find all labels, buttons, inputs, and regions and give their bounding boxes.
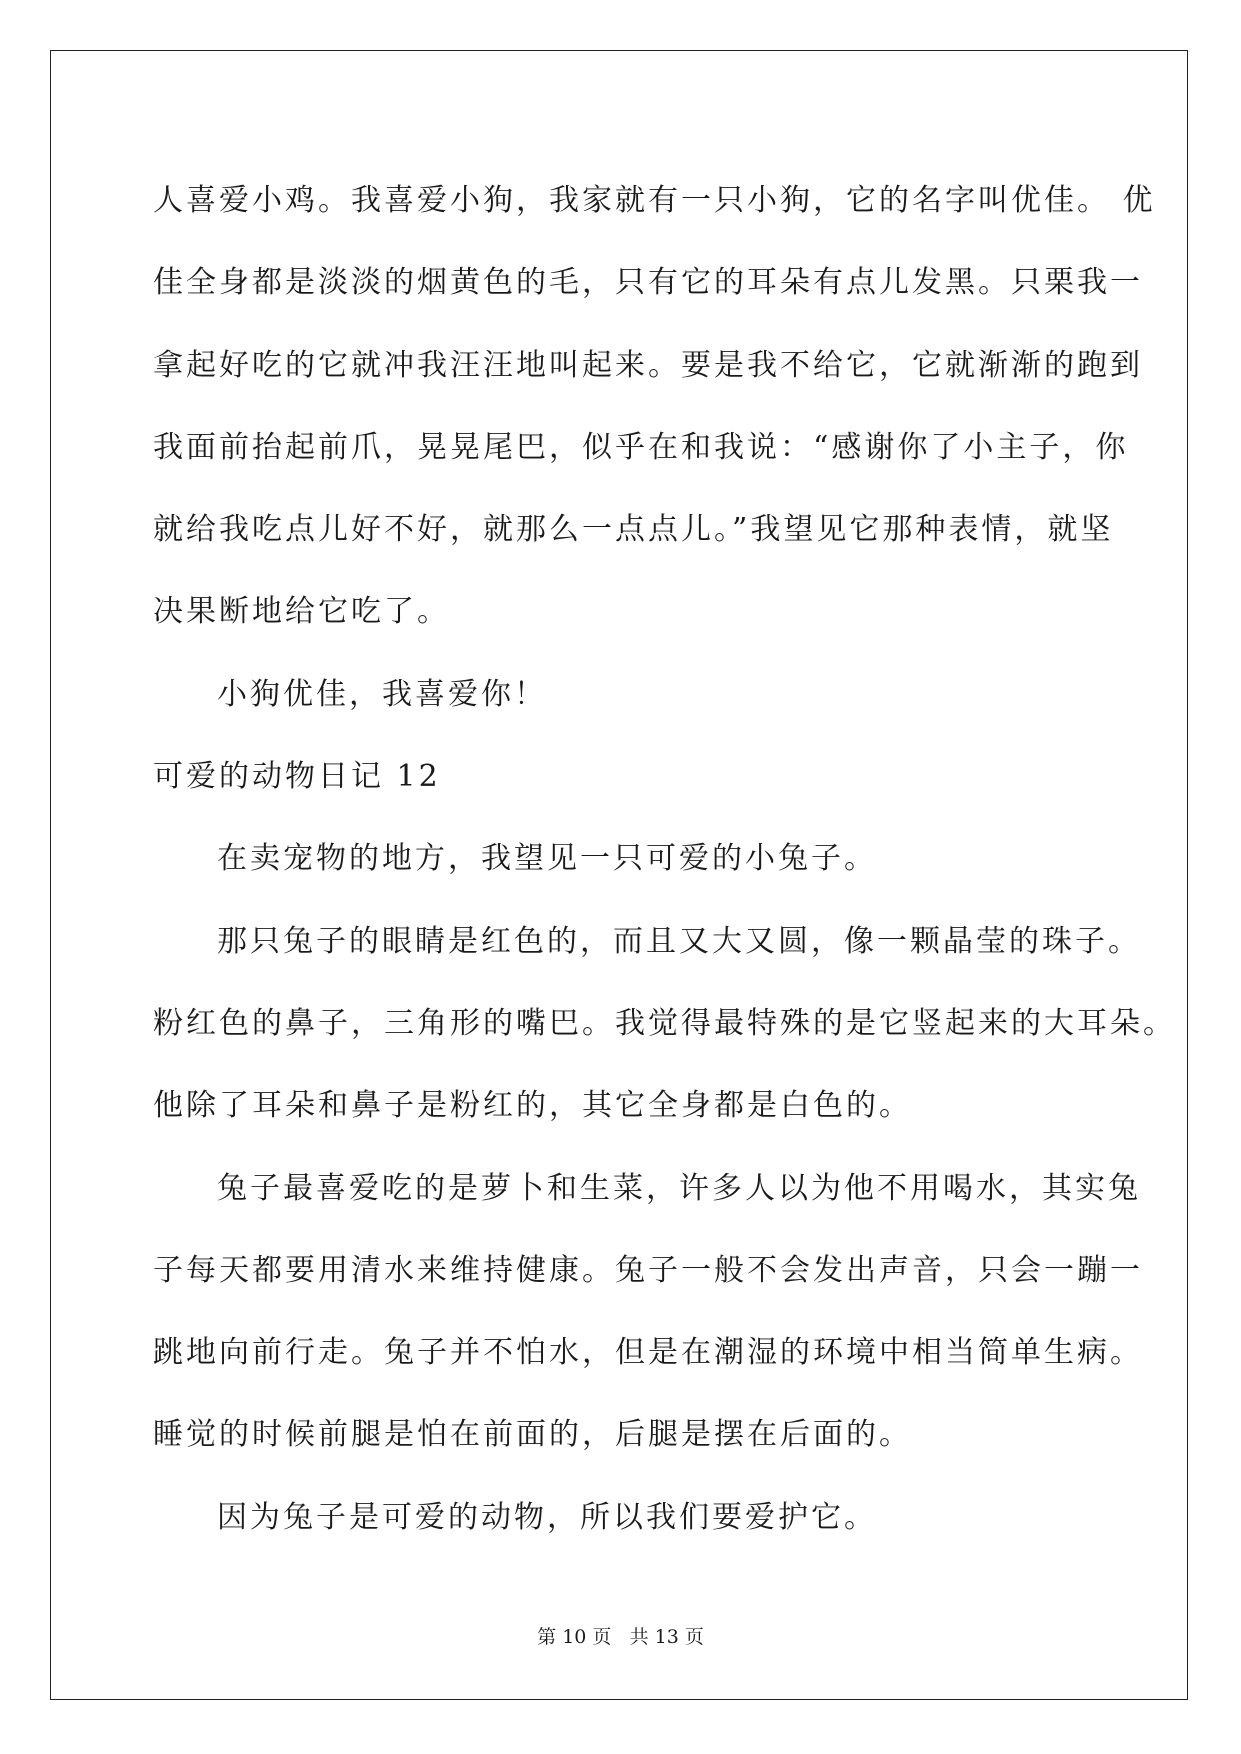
page-footer (0, 1622, 1241, 1649)
text-line: 跳地向前行走。兔子并不怕水，但是在潮湿的环境中相当简单生病。 (153, 1335, 1143, 1371)
text-line: 我面前抬起前爪，晃晃尾巴，似乎在和我说：“感谢你了小主子，你 (153, 429, 1129, 465)
document-body (153, 160, 1176, 1559)
paragraph-1 (153, 160, 1156, 654)
text-line: 那只兔子的眼睛是红色的，而且又大又圆，像一颗晶莹的珠子。 (217, 923, 1141, 959)
text-line: 在卖宠物的地方，我望见一只可爱的小兔子。 (217, 841, 877, 877)
page-total: 共 13 页 (629, 1626, 704, 1648)
text-line: 粉红色的鼻子，三角形的嘴巴。我觉得最特殊的是它竖起来的大耳朵。 (153, 1005, 1176, 1041)
paragraph-6 (153, 1477, 1113, 1559)
text-line: 因为兔子是可爱的动物，所以我们要爱护它。 (217, 1499, 877, 1535)
text-line: 人喜爱小鸡。我喜爱小狗，我家就有一只小狗，它的名字叫优佳。 优 (153, 183, 1156, 218)
heading-text: 可爱的动物日记 12 (153, 759, 441, 795)
page-number: 第 10 页 (537, 1626, 612, 1648)
text-line: 他除了耳朵和鼻子是粉红的，其它全身都是白色的。 (153, 1088, 912, 1124)
text-line: 决果断地给它吃了。 (153, 594, 450, 630)
text-line: 睡觉的时候前腿是怕在前面的，后腿是摆在后面的。 (153, 1417, 912, 1453)
paragraph-5 (153, 1148, 1143, 1477)
paragraph-2 (153, 654, 1113, 736)
paragraph-3 (153, 818, 1113, 900)
text-line: 子每天都要用清水来维持健康。兔子一般不会发出声音，只会一蹦一 (153, 1252, 1143, 1288)
section-heading (153, 736, 1113, 818)
text-line: 兔子最喜爱吃的是萝卜和生菜，许多人以为他不用喝水，其实兔 (217, 1170, 1141, 1206)
text-line: 佳全身都是淡淡的烟黄色的毛，只有它的耳朵有点儿发黑。只栗我一 (153, 265, 1143, 301)
text-line: 小狗优佳，我喜爱你！ (217, 676, 547, 712)
paragraph-4 (153, 901, 1176, 1148)
text-line: 拿起好吃的它就冲我汪汪地叫起来。要是我不给它，它就渐渐的跑到 (153, 347, 1143, 383)
text-line: 就给我吃点儿好不好，就那么一点点儿。”我望见它那种表情，就坚 (153, 512, 1114, 548)
